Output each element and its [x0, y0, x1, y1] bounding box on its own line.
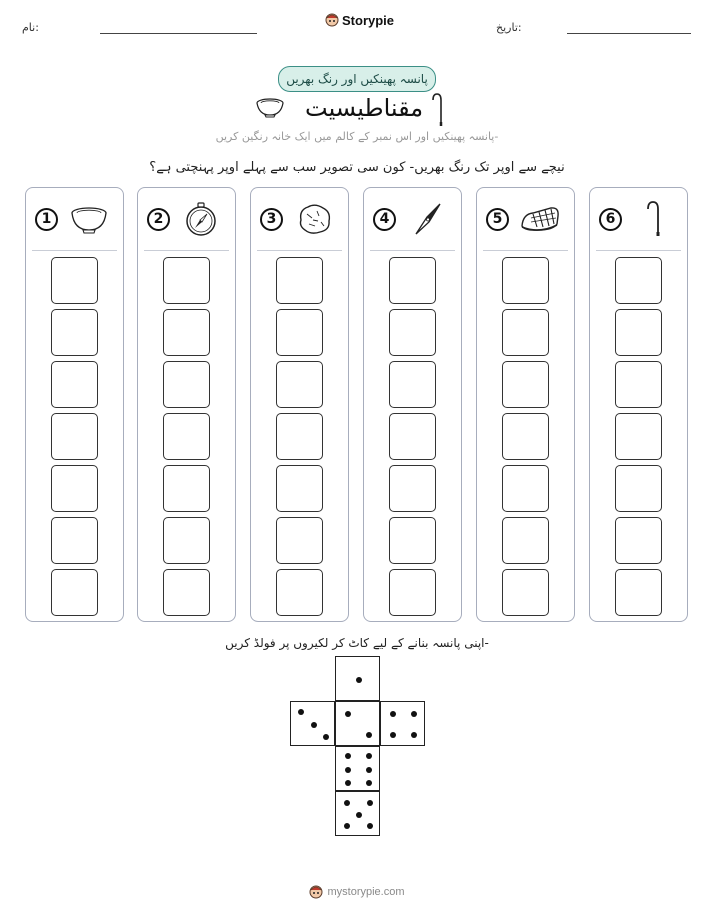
color-cell[interactable]	[276, 413, 323, 460]
column-header	[138, 188, 235, 250]
column-5	[476, 187, 575, 622]
bowl-icon	[68, 200, 110, 238]
column-header	[364, 188, 461, 250]
color-cell[interactable]	[51, 413, 98, 460]
color-cell[interactable]	[276, 257, 323, 304]
color-cell[interactable]	[276, 517, 323, 564]
die-face-3	[290, 701, 335, 746]
brand-name: Storypie	[342, 12, 395, 28]
color-cell[interactable]	[502, 361, 549, 408]
column-number: 4	[373, 208, 396, 231]
column-2	[137, 187, 236, 622]
color-cell[interactable]	[163, 569, 210, 616]
column-number: 2	[147, 208, 170, 231]
column-4	[363, 187, 462, 622]
color-cell[interactable]	[163, 257, 210, 304]
die-pip	[390, 711, 396, 717]
die-pip	[367, 823, 373, 829]
color-cell[interactable]	[389, 257, 436, 304]
column-divider	[32, 250, 117, 251]
die-pip	[366, 732, 372, 738]
color-cell[interactable]	[163, 361, 210, 408]
die-pip	[345, 711, 351, 717]
compass-icon	[180, 200, 222, 238]
column-header	[477, 188, 574, 250]
color-cell[interactable]	[163, 465, 210, 512]
die-pip	[411, 711, 417, 717]
die-face-4	[380, 701, 425, 746]
bowl-icon	[255, 98, 285, 118]
color-cell[interactable]	[502, 517, 549, 564]
color-cell[interactable]	[502, 309, 549, 356]
color-cell[interactable]	[389, 309, 436, 356]
die-pip	[367, 800, 373, 806]
column-divider	[596, 250, 681, 251]
color-cell[interactable]	[502, 257, 549, 304]
column-divider	[257, 250, 342, 251]
die-pip	[411, 732, 417, 738]
die-pip	[390, 732, 396, 738]
activity-tag: پانسہ پھینکیں اور رنگ بھریں	[278, 66, 436, 92]
die-pip	[356, 812, 362, 818]
die-pip	[345, 780, 351, 786]
column-header	[251, 188, 348, 250]
name-label: نام:	[22, 21, 39, 34]
die-face-2	[335, 701, 380, 746]
die-pip	[311, 722, 317, 728]
color-cell[interactable]	[615, 517, 662, 564]
color-cell[interactable]	[276, 569, 323, 616]
column-number: 5	[486, 208, 509, 231]
color-cell[interactable]	[51, 309, 98, 356]
title-row	[255, 92, 455, 126]
color-cell[interactable]	[163, 413, 210, 460]
color-cell[interactable]	[276, 361, 323, 408]
color-cell[interactable]	[389, 361, 436, 408]
column-6	[589, 187, 688, 622]
column-divider	[144, 250, 229, 251]
subtitle: پانسہ پھینکیں اور اس نمبر کے کالم میں ایک خانہ رنگین کریں-	[215, 130, 499, 143]
color-cell[interactable]	[615, 361, 662, 408]
rock-icon	[293, 200, 335, 238]
footer	[0, 884, 714, 904]
brand-logo	[325, 12, 394, 28]
column-number: 1	[35, 208, 58, 231]
storypie-mascot-icon	[309, 884, 323, 900]
color-cell[interactable]	[51, 517, 98, 564]
color-cell[interactable]	[276, 465, 323, 512]
die-face-5	[335, 791, 380, 836]
die-face-6	[335, 746, 380, 791]
column-1	[25, 187, 124, 622]
die-pip	[366, 767, 372, 773]
column-divider	[370, 250, 455, 251]
color-cell[interactable]	[615, 257, 662, 304]
color-cell[interactable]	[502, 569, 549, 616]
color-cell[interactable]	[51, 361, 98, 408]
color-cell[interactable]	[502, 465, 549, 512]
cane-icon	[632, 200, 674, 238]
fold-instruction: اپنی پانسہ بنانے کے لیے کاٹ کر لکیروں پر فولڈ کریں-	[225, 636, 489, 650]
die-pip	[323, 734, 329, 740]
column-number: 6	[599, 208, 622, 231]
die-pip	[344, 823, 350, 829]
color-cell[interactable]	[389, 569, 436, 616]
color-cell[interactable]	[389, 413, 436, 460]
color-cell[interactable]	[163, 309, 210, 356]
color-cell[interactable]	[502, 413, 549, 460]
storypie-mascot-icon	[325, 12, 339, 28]
column-3	[250, 187, 349, 622]
page-title: مقناطیسیت	[305, 94, 424, 122]
die-face-1	[335, 656, 380, 701]
compass-needle-icon	[406, 200, 448, 238]
date-label: تاریخ:	[496, 21, 522, 34]
die-pip	[356, 677, 362, 683]
name-field-line[interactable]	[100, 33, 257, 34]
column-divider	[483, 250, 568, 251]
die-pip	[345, 767, 351, 773]
color-cell[interactable]	[389, 465, 436, 512]
cane-icon	[429, 92, 445, 128]
die-pip	[298, 709, 304, 715]
column-header	[26, 188, 123, 250]
color-cell[interactable]	[615, 413, 662, 460]
die-pip	[344, 800, 350, 806]
color-cell[interactable]	[51, 569, 98, 616]
color-cell[interactable]	[615, 465, 662, 512]
column-header	[590, 188, 687, 250]
sandal-icon	[519, 200, 561, 238]
color-cell[interactable]	[389, 517, 436, 564]
instruction: نیچے سے اوپر تک رنگ بھریں- کون سی تصویر سب سے پہلے اوپر پہنچتی ہے؟	[149, 160, 565, 175]
footer-url[interactable]: mystorypie.com	[327, 886, 405, 898]
date-field-line[interactable]	[567, 33, 691, 34]
worksheet-header	[0, 0, 714, 50]
color-cell[interactable]	[276, 309, 323, 356]
color-cell[interactable]	[51, 465, 98, 512]
column-number: 3	[260, 208, 283, 231]
color-cell[interactable]	[51, 257, 98, 304]
color-cell[interactable]	[615, 569, 662, 616]
die-pip	[366, 753, 372, 759]
color-cell[interactable]	[615, 309, 662, 356]
die-pip	[345, 753, 351, 759]
die-pip	[366, 780, 372, 786]
color-cell[interactable]	[163, 517, 210, 564]
